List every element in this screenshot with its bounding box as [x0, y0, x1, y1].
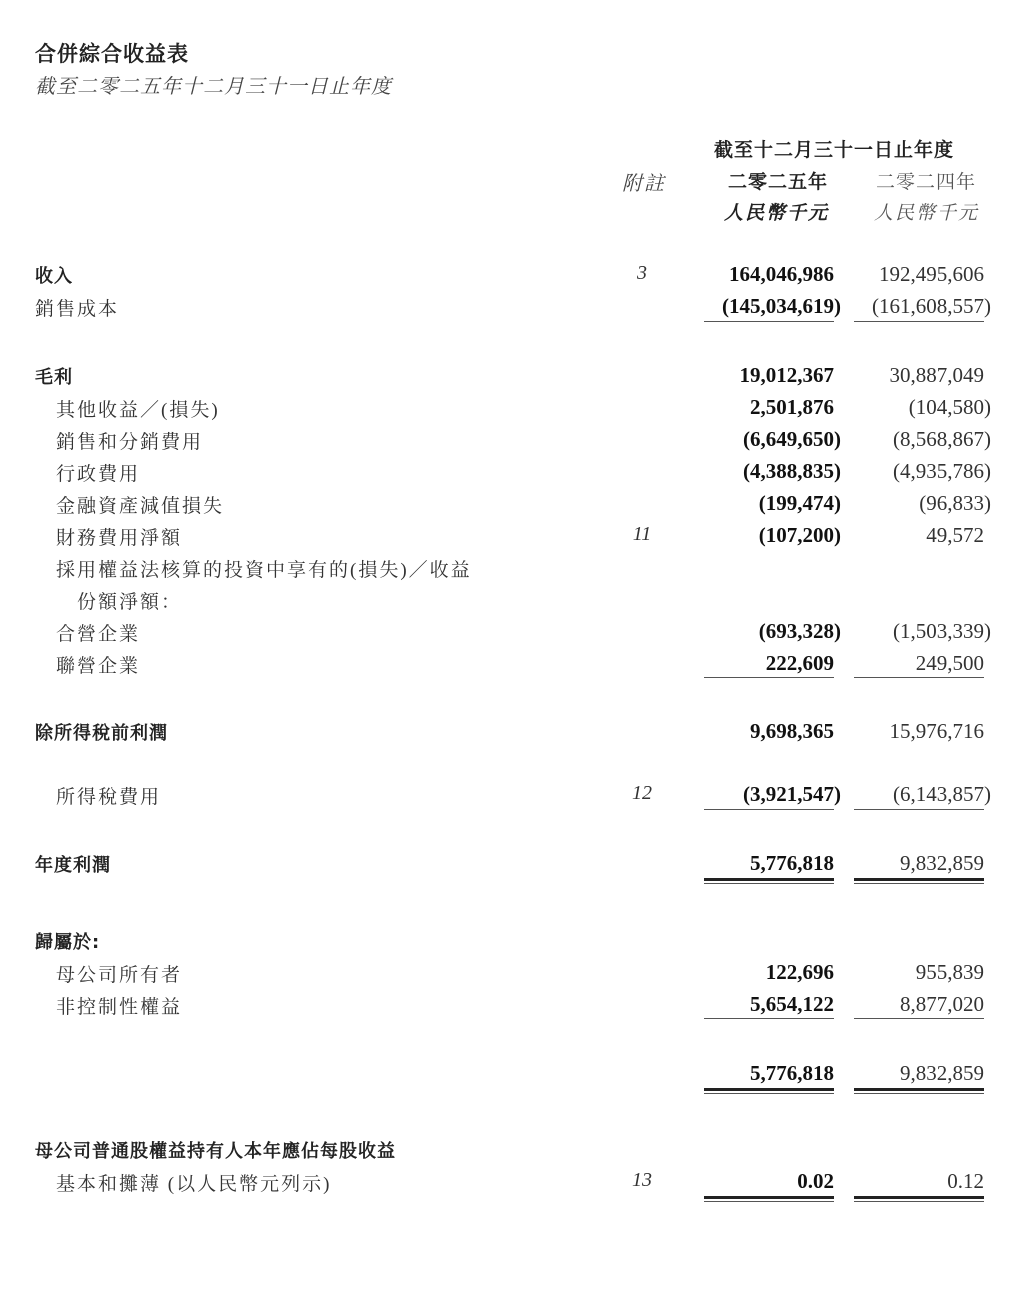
table-row-selling-expenses [0, 427, 1028, 457]
row-label: 行政費用 [56, 464, 141, 485]
subtotal-rule [704, 809, 834, 810]
row-note: 3 [637, 262, 647, 284]
value-prior: 49,572 [926, 523, 984, 547]
row-label: 其他收益／(損失) [56, 400, 220, 421]
value-prior: 192,495,606 [879, 262, 984, 286]
unit-prior-header: 人民幣千元 [874, 203, 980, 224]
row-label: 採用權益法核算的投資中享有的(損失)／收益 [56, 560, 472, 581]
table-row-cost-of-sales [0, 294, 1028, 324]
row-note: 13 [632, 1169, 652, 1191]
row-label: 除所得稅前利潤 [35, 723, 168, 744]
table-row-eps-heading [0, 1137, 1028, 1167]
value-current: 5,776,818 [750, 1061, 834, 1085]
subtotal-rule [704, 677, 834, 678]
value-current: (107,200) [758, 523, 841, 547]
value-prior: 8,877,020 [900, 992, 984, 1016]
unit-current-header: 人民幣千元 [724, 203, 830, 224]
value-prior: 9,832,859 [900, 1061, 984, 1085]
year-current-header: 二零二五年 [728, 171, 829, 193]
total-double-rule [704, 1196, 834, 1199]
value-prior: (4,935,786) [893, 459, 991, 483]
row-label: 份額淨額： [77, 592, 183, 613]
value-prior: (96,833) [919, 491, 991, 515]
table-row-finance-costs [0, 523, 1028, 553]
total-double-rule [854, 878, 984, 881]
table-row-equity-method-heading-cont [0, 587, 1028, 617]
value-prior: (8,568,867) [893, 427, 991, 451]
subtotal-rule [704, 321, 834, 322]
value-prior: (104,580) [908, 395, 991, 419]
total-double-rule [854, 1088, 984, 1091]
row-label: 母公司普通股權益持有人本年應佔每股收益 [35, 1141, 396, 1162]
table-row-attributable-total [0, 1061, 1028, 1091]
statement-subtitle: 截至二零二五年十二月三十一日止年度 [35, 76, 392, 98]
value-current: (4,388,835) [743, 459, 841, 483]
table-row-joint-ventures [0, 619, 1028, 649]
value-current: 0.02 [797, 1169, 834, 1193]
value-current: (145,034,619) [722, 294, 841, 318]
subtotal-rule [854, 677, 984, 678]
row-label: 金融資產減值損失 [56, 496, 225, 517]
value-prior: 249,500 [915, 651, 984, 675]
table-row-owners-of-parent [0, 960, 1028, 990]
row-label: 年度利潤 [35, 855, 111, 876]
value-current: 19,012,367 [739, 363, 834, 387]
value-current: (3,921,547) [743, 782, 841, 806]
row-label: 歸屬於: [35, 932, 101, 953]
table-row-equity-method-heading [0, 555, 1028, 585]
row-label: 收入 [35, 266, 73, 287]
value-prior: (1,503,339) [893, 619, 991, 643]
value-current: 5,776,818 [750, 851, 834, 875]
value-current: (693,328) [758, 619, 841, 643]
subtotal-rule [854, 809, 984, 810]
row-note: 12 [632, 782, 652, 804]
table-row-revenue [0, 262, 1028, 292]
total-double-rule [704, 1088, 834, 1091]
value-prior: 9,832,859 [900, 851, 984, 875]
year-prior-header: 二零二四年 [876, 172, 977, 193]
value-current: 222,609 [765, 651, 834, 675]
value-prior: (161,608,557) [872, 294, 991, 318]
total-double-rule [854, 1196, 984, 1199]
row-label: 合營企業 [56, 624, 141, 645]
row-label: 聯營企業 [56, 656, 141, 677]
row-label: 基本和攤薄 (以人民幣元列示) [56, 1174, 332, 1195]
note-column-header: 附註 [622, 173, 666, 195]
value-current: 5,654,122 [750, 992, 834, 1016]
value-current: 2,501,876 [750, 395, 834, 419]
value-prior: 15,976,716 [889, 719, 984, 743]
table-row-attributable-heading [0, 928, 1028, 958]
table-row-eps-basic-diluted [0, 1169, 1028, 1199]
statement-title: 合併綜合收益表 [35, 42, 189, 66]
table-row-impairment-losses [0, 491, 1028, 521]
row-label: 銷售和分銷費用 [56, 432, 204, 453]
table-row-profit-for-year [0, 851, 1028, 881]
value-current: 122,696 [765, 960, 834, 984]
table-row-gross-profit [0, 363, 1028, 393]
table-row-profit-before-tax [0, 719, 1028, 749]
total-double-rule [704, 878, 834, 881]
subtotal-rule [704, 1018, 834, 1019]
value-current: (199,474) [758, 491, 841, 515]
row-label: 銷售成本 [35, 299, 120, 320]
value-current: 9,698,365 [750, 719, 834, 743]
table-row-income-tax [0, 782, 1028, 812]
period-header: 截至十二月三十一日止年度 [714, 139, 955, 161]
row-label: 母公司所有者 [56, 965, 183, 986]
value-prior: 955,839 [915, 960, 984, 984]
value-prior: (6,143,857) [893, 782, 991, 806]
row-label: 毛利 [35, 367, 73, 388]
value-current: 164,046,986 [729, 262, 834, 286]
table-row-other-gains [0, 395, 1028, 425]
row-note: 11 [632, 523, 652, 545]
table-row-admin-expenses [0, 459, 1028, 489]
row-label: 財務費用淨額 [56, 528, 183, 549]
row-label: 所得稅費用 [56, 787, 162, 808]
value-prior: 0.12 [947, 1169, 984, 1193]
subtotal-rule [854, 1018, 984, 1019]
value-prior: 30,887,049 [889, 363, 984, 387]
row-label: 非控制性權益 [56, 997, 183, 1018]
value-current: (6,649,650) [743, 427, 841, 451]
subtotal-rule [854, 321, 984, 322]
